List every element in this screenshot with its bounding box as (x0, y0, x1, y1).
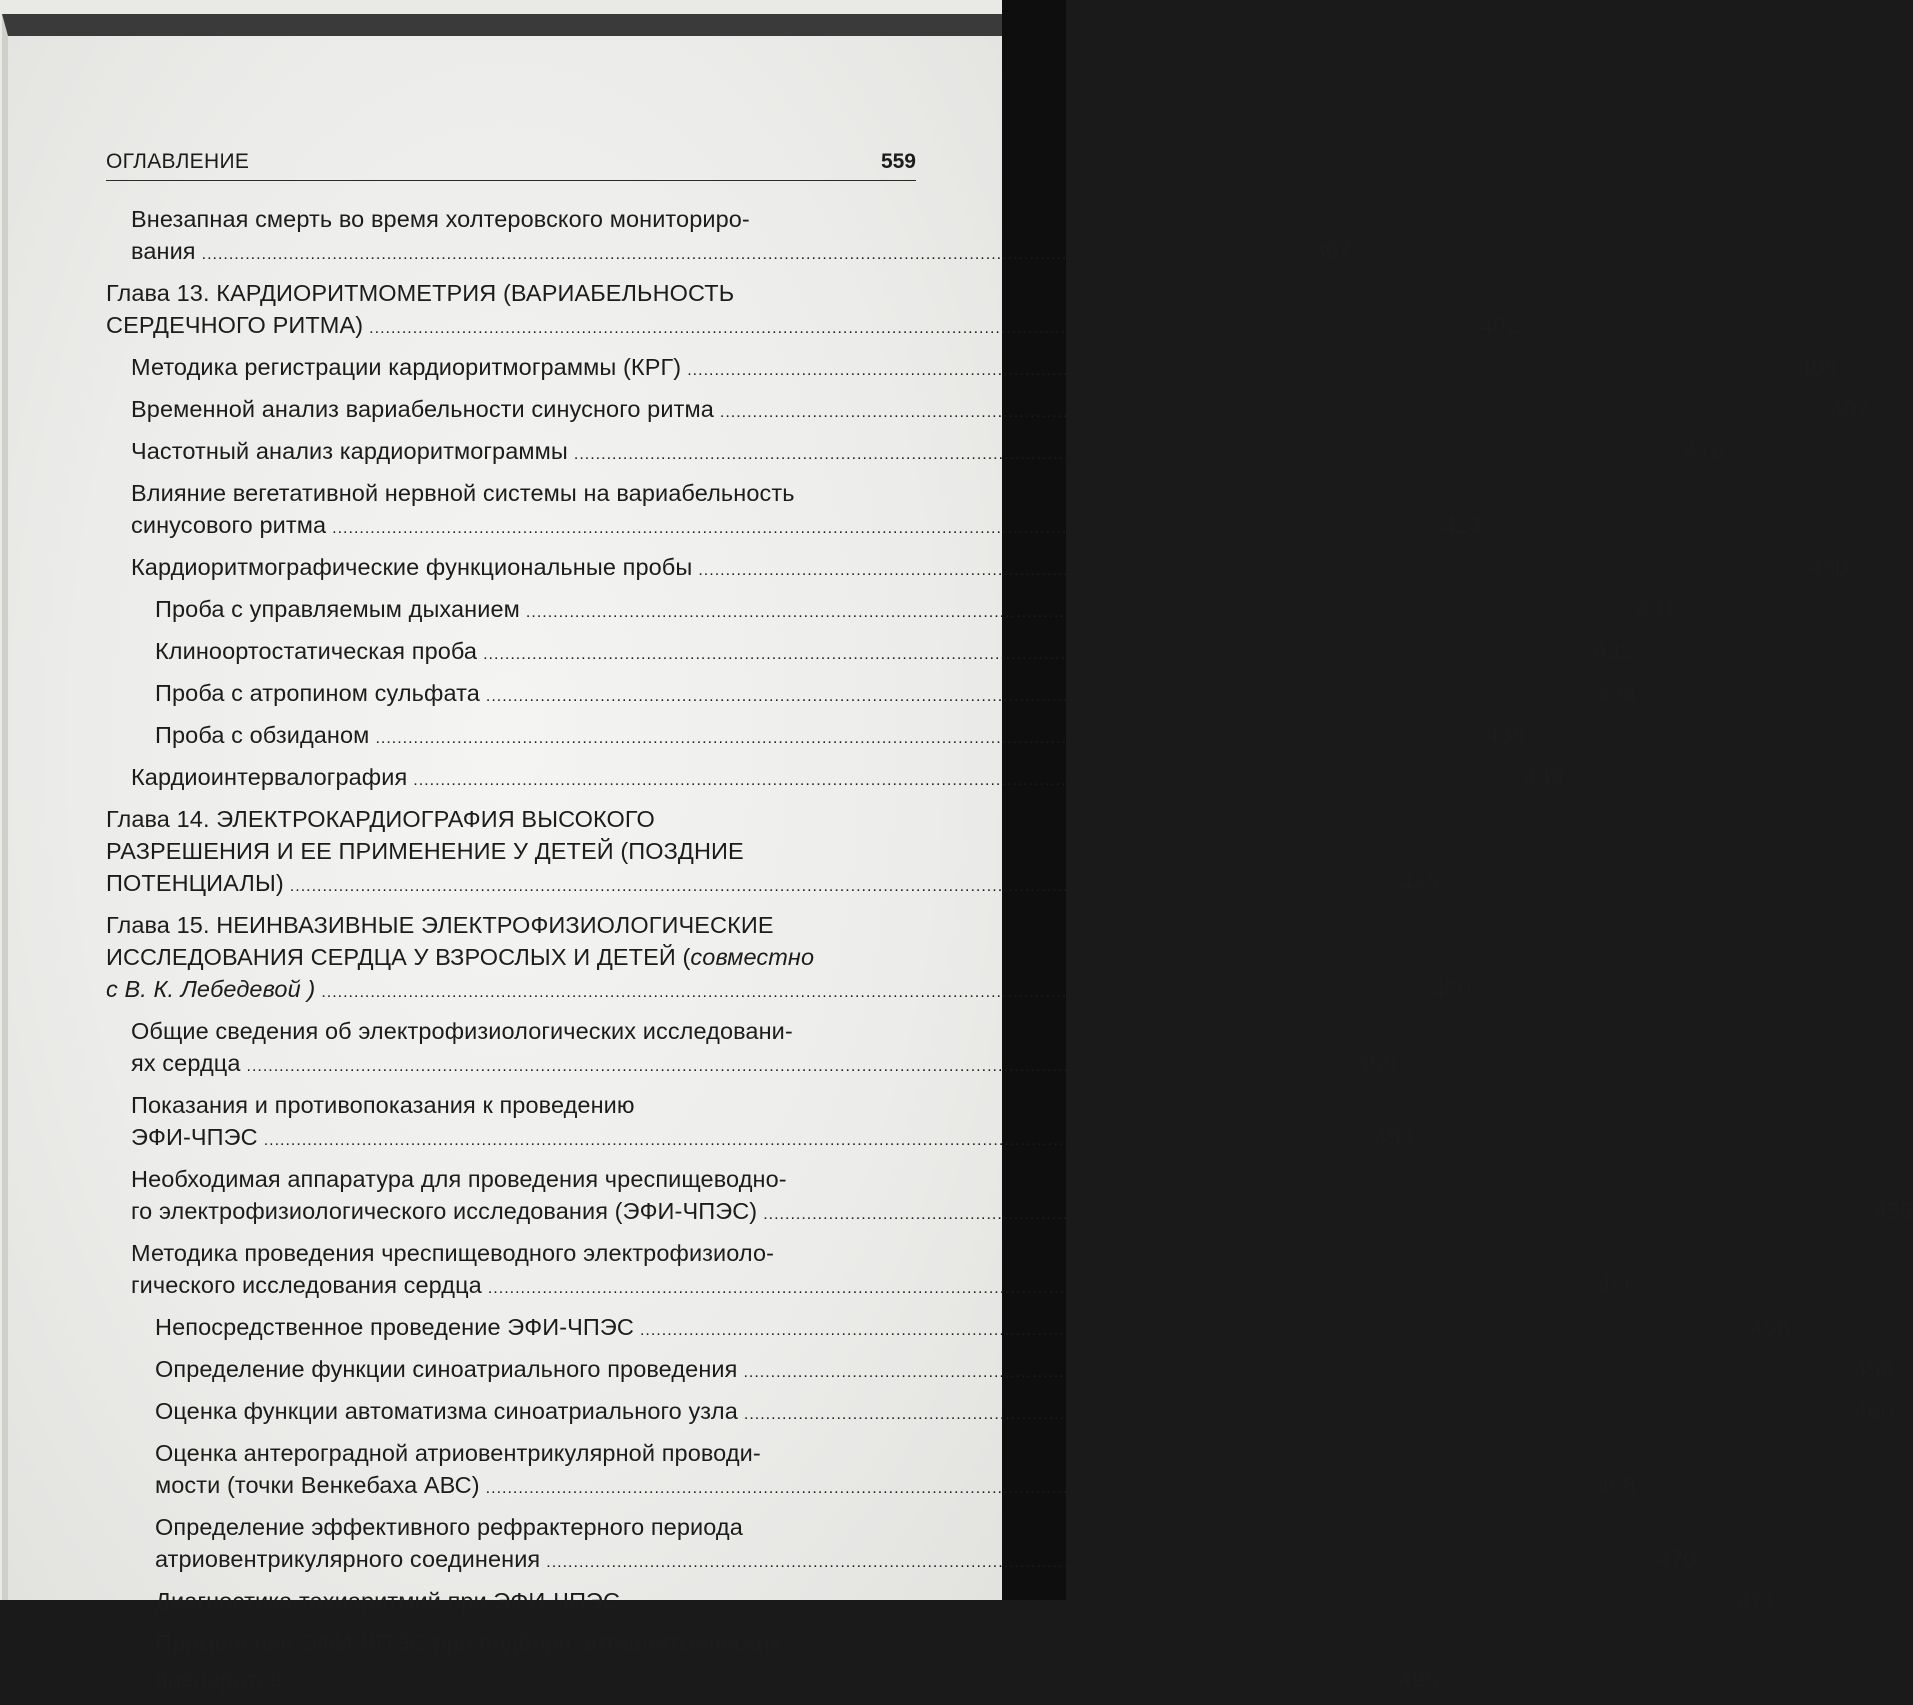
dot-leader (744, 1395, 1844, 1431)
toc-chapter-entry (106, 803, 1440, 903)
entry-last-line (155, 1469, 1636, 1505)
entry-page-number: 405 (1797, 354, 1838, 380)
entry-title-line: Методика проведения чреспищеводного электрофизиоло- (131, 1240, 775, 1266)
dot-leader (720, 393, 1820, 429)
entry-title-text: СЕРДЕЧНОГО РИТМА) (106, 312, 364, 338)
entry-title-text: Клиноортостатическая проба (155, 638, 478, 664)
entry-title-line: Определение эффективного рефрактерного периода (155, 1514, 743, 1540)
entry-page-number: 439 (1523, 764, 1564, 790)
entry-title-text: Диагностика тахиаритмий при ЭФИ-ЧПЭС (155, 1588, 621, 1614)
dot-leader (202, 235, 1302, 271)
dot-leader (321, 973, 1421, 1009)
entry-title-text: Частотный анализ кардиоритмограммы (131, 438, 568, 464)
entry-page-number: 460 (1854, 1398, 1894, 1424)
toc-section-entry (106, 719, 1526, 755)
dot-leader (743, 1353, 1843, 1389)
entry-title-line: Показания и противопоказания к проведению (131, 1092, 635, 1118)
entry-title-text: ЭФИ-ЧПЭС (131, 1124, 258, 1150)
entry-title-line: РАЗРЕШЕНИЯ И ЕЕ ПРИМЕНЕНИЕ У ДЕТЕЙ (ПОЗДНИЕ (106, 838, 744, 864)
entry-last-line (155, 677, 1636, 713)
entry-title-text: Проба с обзиданом (155, 722, 370, 748)
entry-title-text: Кардиоинтервалография (131, 764, 408, 790)
entry-last-line (131, 551, 1849, 587)
toc-chapter-entry (106, 277, 1520, 345)
entry-last-line (155, 635, 1634, 671)
toc-section-entry (106, 477, 1483, 545)
entry-title-text: Временной анализ вариабельности синусного ритма (131, 396, 714, 422)
entry-page-number: 418 (1684, 438, 1724, 464)
toc-section-entry (106, 1237, 1638, 1305)
dot-leader (375, 719, 1475, 755)
entry-page-number: 471 (1736, 1588, 1777, 1614)
toc-section-entry (106, 1437, 1636, 1505)
entry-page-number: 445 (1400, 870, 1440, 896)
entry-page-number: 432 (1593, 638, 1634, 664)
toc-section-entry (106, 593, 1676, 629)
entry-page-number: 431 (1636, 596, 1676, 622)
toc-content (106, 150, 1913, 1705)
entry-last-line (131, 1195, 1913, 1231)
entry-last-line (131, 1047, 1397, 1083)
entry-title-line: Общие сведения об электрофизиологических исследовани- (131, 1018, 793, 1044)
toc-section-entry (106, 393, 1870, 429)
toc-section-entry (106, 1627, 1439, 1699)
entry-title-text: вания (131, 238, 196, 264)
entry-last-line (131, 435, 1724, 471)
toc-section-entry (106, 1311, 1790, 1347)
dot-leader (332, 509, 1432, 545)
entry-page-number: 424 (1442, 512, 1483, 538)
entry-title-text: Проба с атропином сульфата (155, 680, 480, 706)
dot-leader (626, 1585, 1726, 1621)
entry-last-line (131, 235, 1352, 271)
entry-last-line (155, 1543, 1697, 1579)
entry-page-number: 455 (1873, 1198, 1913, 1224)
entry-title-line: Оценка антероградной атриовентрикулярной проводи- (155, 1440, 761, 1466)
entry-title-line: Глава 14. ЭЛЕКТРОКАРДИОГРАФИЯ ВЫСОКОГО (106, 806, 655, 832)
entry-title-text: Проба с управляемым дыханием (155, 596, 520, 622)
toc-section-entry (106, 351, 1838, 387)
entry-title-text: ПОТЕНЦИАЛЫ) (106, 870, 284, 896)
entry-title-text: синусового ритма (131, 512, 327, 538)
dot-leader (264, 1121, 1364, 1157)
entry-title-text: гического исследования сердца (131, 1272, 482, 1298)
entry-page-number: 402 (1479, 312, 1520, 338)
entry-page-number: 495 (1398, 1666, 1439, 1692)
entry-page-number: 430 (1808, 554, 1849, 580)
toc-section-entry (106, 761, 1564, 797)
toc-section-entry (106, 1353, 1894, 1389)
running-title: ОГЛАВЛЕНИЕ (106, 150, 250, 173)
entry-page-number: 468 (1596, 1472, 1636, 1498)
entry-title-line: ИССЛЕДОВАНИЯ СЕРДЦА У ВЗРОСЛЫХ И ДЕТЕЙ (совместно (106, 944, 815, 970)
entry-title-text: Методика регистрации кардиоритмограммы (КРГ) (131, 354, 682, 380)
entry-title-text: с В. К. Лебедевой ) (106, 976, 316, 1002)
dot-leader (369, 309, 1469, 345)
entry-page-number: 453 (1374, 1124, 1414, 1150)
entry-page-number: 435 (1485, 722, 1526, 748)
dot-leader (486, 1469, 1586, 1505)
entry-last-line (155, 1659, 1439, 1699)
toc-section-entry (106, 1163, 1913, 1231)
entry-title-text: го электрофизиологического исследования (ЭФИ-ЧПЭС) (131, 1198, 758, 1224)
entry-last-line (155, 1311, 1790, 1347)
entry-last-line (131, 1121, 1414, 1157)
entry-title-line: Глава 13. КАРДИОРИТМОМЕТРИЯ (ВАРИАБЕЛЬНОСТЬ (106, 280, 735, 306)
entry-title-text: Определение функции синоатриального проведения (155, 1356, 738, 1382)
coauthor-note: совместно (690, 944, 815, 970)
toc-section-entry (106, 435, 1724, 471)
toc-section-entry (106, 677, 1636, 713)
toc-section-entry (106, 635, 1634, 671)
running-head (106, 150, 916, 181)
entry-last-line (106, 309, 1520, 345)
entry-last-line (106, 867, 1440, 903)
dot-leader (488, 1269, 1588, 1305)
dot-leader (574, 435, 1674, 471)
dot-leader (763, 1195, 1863, 1231)
entry-last-line (131, 1269, 1638, 1305)
toc-section-entry (106, 1015, 1397, 1083)
entry-title-line: Внезапная смерть во время холтеровского мониториро- (131, 206, 750, 232)
entry-page-number: 434 (1596, 680, 1636, 706)
toc-section-entry (106, 203, 1352, 271)
dot-leader (290, 867, 1390, 903)
entry-page-number: 459 (1853, 1356, 1894, 1382)
entry-page-number: 450 (1356, 1050, 1397, 1076)
entry-last-line (155, 1585, 1777, 1621)
entry-last-line (131, 761, 1564, 797)
entry-last-line (155, 1353, 1894, 1389)
entry-title-text: атриовентрикулярного соединения (155, 1546, 541, 1572)
toc-list (106, 203, 1913, 1699)
entry-last-line (155, 1395, 1894, 1431)
toc-section-entry (106, 1585, 1777, 1621)
entry-page-number: 456 (1598, 1272, 1638, 1298)
entry-last-line (155, 719, 1526, 755)
entry-title-text: Непосредственное проведение ЭФИ-ЧПЭС (155, 1314, 634, 1340)
toc-chapter-entry (106, 909, 1472, 1009)
entry-last-line (131, 509, 1483, 545)
entry-title-line: Необходимая аппаратура для проведения чреспищеводно- (131, 1166, 787, 1192)
entry-title-text: ях сердца (131, 1050, 241, 1076)
entry-title-line: Применение ЭФИ-ЧПЭС при подборе антиаритмических (155, 1630, 782, 1656)
entry-last-line (131, 351, 1838, 387)
dot-leader (640, 1311, 1740, 1347)
dot-leader (413, 761, 1513, 797)
dot-leader (526, 593, 1626, 629)
entry-page-number: 407 (1830, 396, 1870, 422)
entry-last-line (106, 973, 1472, 1009)
dot-leader (698, 551, 1798, 587)
entry-page-number: 470 (1656, 1546, 1697, 1572)
toc-section-entry (106, 1395, 1894, 1431)
dot-leader (486, 677, 1586, 713)
entry-title-text: Оценка функции автоматизма синоатриального узла (155, 1398, 738, 1424)
entry-title-line: Глава 15. НЕИНВАЗИВНЫЕ ЭЛЕКТРОФИЗИОЛОГИЧЕСКИЕ (106, 912, 774, 938)
dot-leader (687, 351, 1787, 387)
entry-last-line (131, 393, 1870, 429)
entry-page-number: 450 (1431, 976, 1472, 1002)
toc-section-entry (106, 1089, 1414, 1157)
entry-last-line (155, 593, 1676, 629)
entry-title-text: Кардиоритмографические функциональные пробы (131, 554, 693, 580)
dot-leader (483, 635, 1583, 671)
entry-title-line: Влияние вегетативной нервной системы на вариабельность (131, 480, 795, 506)
entry-page-number: 397 (1312, 238, 1352, 264)
entry-page-number: 456 (1750, 1314, 1790, 1340)
toc-section-entry (106, 551, 1849, 587)
entry-title-text: препаратов (155, 1666, 283, 1692)
dot-leader (288, 1663, 1388, 1699)
dot-leader (546, 1543, 1646, 1579)
toc-section-entry (106, 1511, 1697, 1579)
dot-leader (247, 1047, 1347, 1083)
page-number: 559 (880, 150, 916, 173)
entry-title-text: мости (точки Венкебаха АВС) (155, 1472, 480, 1498)
